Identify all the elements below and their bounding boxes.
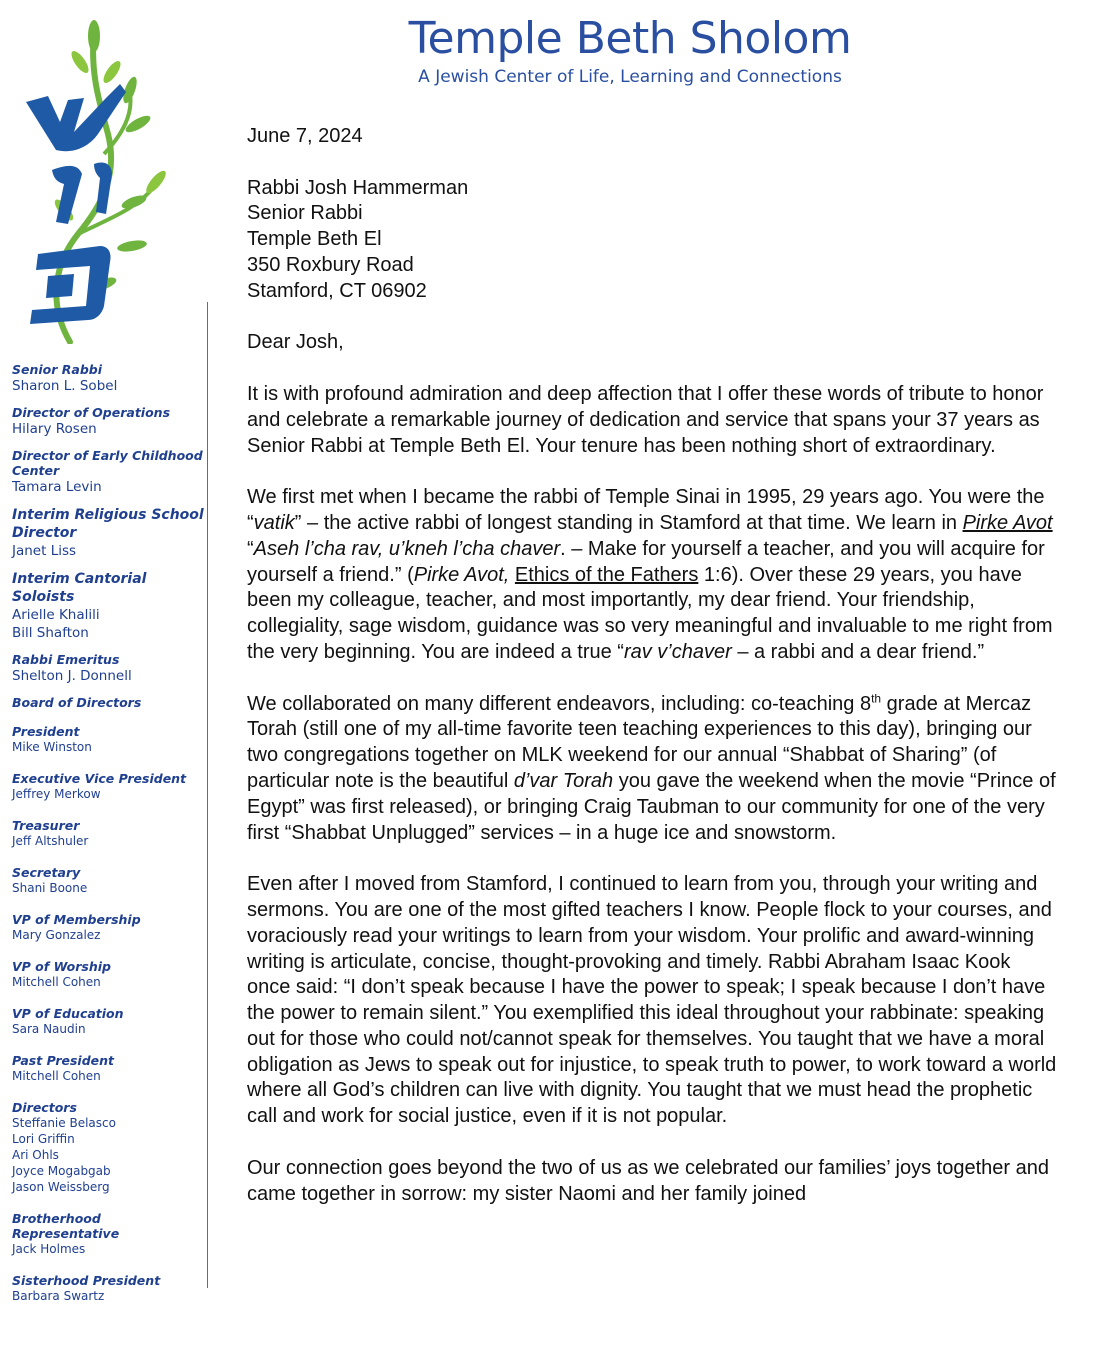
treasurer-title: Treasurer bbox=[12, 818, 80, 833]
emeritus-name: Shelton J. Donnell bbox=[12, 668, 132, 684]
cantorial-name: Arielle Khalili bbox=[12, 607, 100, 623]
text-run: . – Make for yourself a teacher, and you will acquire for yourself a friend.” ( bbox=[247, 537, 1045, 586]
director-name: Joyce Mogabgab bbox=[12, 1164, 111, 1178]
text-run: 1:6). Over these 29 years, you have been my colleague, teacher, and most importantly, my dear friend. Your friendship, collegiality, sage wisdom, guidance was so very meaningful and invaluable to me right from the very beginning. You are indeed a true “ bbox=[247, 563, 1053, 663]
religious-school-group bbox=[12, 506, 204, 560]
hebrew-letters-vine-logo-icon bbox=[8, 14, 168, 344]
emeritus-group bbox=[12, 652, 204, 685]
religious-school-name: Janet Liss bbox=[12, 543, 77, 559]
text-run: you gave the weekend when the movie “Prince of Egypt” was first released), or bringing Craig Taubman to our community for one of the very first “Shabbat Unplugged” services – in a huge ice and snowstorm. bbox=[247, 769, 1056, 844]
brotherhood-name: Jack Holmes bbox=[12, 1242, 86, 1256]
membership-title: VP of Membership bbox=[12, 912, 141, 927]
secretary-title: Secretary bbox=[12, 865, 81, 880]
evp-title: Executive Vice President bbox=[12, 771, 187, 786]
board-title: Board of Directors bbox=[12, 695, 142, 710]
italic-underlined-run: Pirke Avot bbox=[962, 511, 1053, 534]
sisterhood-title: Sisterhood President bbox=[12, 1273, 161, 1288]
recipient-address bbox=[247, 176, 1057, 305]
paragraph-3 bbox=[247, 692, 1057, 847]
paragraph-2 bbox=[247, 485, 1057, 666]
italic-run: vatik bbox=[253, 511, 295, 534]
director-name: Lori Griffin bbox=[12, 1132, 75, 1146]
directors-title: Directors bbox=[12, 1100, 77, 1115]
early-childhood-name: Tamara Levin bbox=[12, 479, 102, 495]
address-line: Temple Beth El bbox=[247, 228, 382, 251]
superscript-run: th bbox=[871, 690, 882, 705]
director-name: Steffanie Belasco bbox=[12, 1116, 116, 1130]
text-run: ” – the active rabbi of longest standing in Stamford at that time. We learn in bbox=[294, 511, 963, 534]
sisterhood-group bbox=[12, 1273, 204, 1304]
salutation: Dear Josh, bbox=[247, 331, 344, 354]
secretary-group bbox=[12, 865, 204, 896]
evp-group bbox=[12, 771, 204, 802]
president-title: President bbox=[12, 724, 80, 739]
text-run: – a rabbi and a dear friend.” bbox=[731, 640, 985, 663]
brotherhood-group bbox=[12, 1211, 204, 1257]
early-childhood-title: Director of Early Childhood Center bbox=[12, 448, 203, 478]
org-tagline: A Jewish Center of Life, Learning and Connections bbox=[418, 67, 842, 87]
cantorial-title: Interim Cantorial Soloists bbox=[12, 571, 147, 605]
sidebar-divider bbox=[207, 302, 208, 1288]
senior-rabbi-title: Senior Rabbi bbox=[12, 362, 103, 377]
sisterhood-name: Barbara Swartz bbox=[12, 1289, 105, 1303]
director-name: Jason Weissberg bbox=[12, 1180, 110, 1194]
evp-name: Jeffrey Merkow bbox=[12, 787, 101, 801]
operations-title: Director of Operations bbox=[12, 405, 171, 420]
education-group bbox=[12, 1006, 204, 1037]
education-title: VP of Education bbox=[12, 1006, 124, 1021]
religious-school-title: Interim Religious School Director bbox=[12, 507, 204, 541]
paragraph-5: Our connection goes beyond the two of us as we celebrated our families’ joys together and came together in sorrow: my sister Naomi and her family joined bbox=[247, 1156, 1049, 1205]
membership-name: Mary Gonzalez bbox=[12, 928, 101, 942]
cantorial-name: Bill Shafton bbox=[12, 625, 89, 641]
secretary-name: Shani Boone bbox=[12, 881, 88, 895]
early-childhood-group bbox=[12, 448, 204, 496]
senior-rabbi-group bbox=[12, 362, 204, 395]
address-line: 350 Roxbury Road bbox=[247, 253, 414, 276]
past-president-group bbox=[12, 1053, 204, 1084]
past-president-name: Mitchell Cohen bbox=[12, 1069, 101, 1083]
italic-run: rav v’chaver bbox=[623, 640, 732, 663]
education-name: Sara Naudin bbox=[12, 1022, 86, 1036]
senior-rabbi-name: Sharon L. Sobel bbox=[12, 378, 118, 394]
text-run: We collaborated on many different endeavors, including: co-teaching 8 bbox=[247, 692, 872, 715]
treasurer-group bbox=[12, 818, 204, 849]
paragraph-4: Even after I moved from Stamford, I continued to learn from you, through your writing and sermons. You are one of the most gifted teachers I know. People flock to your courses, and voraciously read your writings to learn from your wisdom. Your prolific and award-winning writing is articulate, concise, thought-provoking and timely. Rabbi Abraham Isaac Kook once said: “I don’t speak because I have the power to speak; I speak because I don’t have the power to remain silent.” You exemplified this ideal throughout your rabbinate: speaking out for those who could not/cannot speak for themselves. You taught that we have a moral obligation as Jews to speak out for injustice, to speak truth to power, to work toward a world where all God’s children can live with dignity. You taught that we must head the prophetic call and work for social justice, even if it is not popular. bbox=[247, 873, 1057, 1128]
directors-group bbox=[12, 1100, 204, 1195]
worship-name: Mitchell Cohen bbox=[12, 975, 101, 989]
president-name: Mike Winston bbox=[12, 740, 92, 754]
italic-run: Aseh l’cha rav, u’kneh l’cha chaver bbox=[253, 537, 561, 560]
address-line: Rabbi Josh Hammerman bbox=[247, 176, 469, 199]
president-group bbox=[12, 724, 204, 755]
emeritus-title: Rabbi Emeritus bbox=[12, 652, 120, 667]
worship-group bbox=[12, 959, 204, 990]
text-run: grade at Mercaz Torah (still one of my all-time favorite teen teaching experiences to this day), bringing our two congregations together on MLK weekend for our annual “Shabbat of Sharing” (of particular note is the beautiful bbox=[247, 692, 1032, 792]
paragraph-1: It is with profound admiration and deep affection that I offer these words of tribute to honor and celebrate a remarkable journey of dedication and service that spans your 37 years as Senior Rabbi at Temple Beth El. Your tenure has been nothing short of extraordinary. bbox=[247, 382, 1044, 457]
treasurer-name: Jeff Altshuler bbox=[12, 834, 89, 848]
letterhead bbox=[300, 10, 960, 88]
italic-run: Pirke Avot, bbox=[413, 563, 510, 586]
letter-body bbox=[247, 124, 1057, 1233]
text-run: “ bbox=[247, 537, 254, 560]
cantorial-group bbox=[12, 570, 204, 642]
brotherhood-title: Brotherhood Representative bbox=[12, 1211, 120, 1241]
operations-name: Hilary Rosen bbox=[12, 421, 97, 437]
operations-group bbox=[12, 405, 204, 438]
underlined-run: Ethics of the Fathers bbox=[514, 563, 699, 586]
staff-sidebar bbox=[12, 362, 204, 1314]
org-name: Temple Beth Sholom bbox=[408, 13, 852, 64]
board-heading-group bbox=[12, 695, 204, 710]
address-line: Stamford, CT 06902 bbox=[247, 279, 427, 302]
text-run: We first met when I became the rabbi of Temple Sinai in 1995, 29 years ago. You were the “ bbox=[247, 486, 1045, 534]
membership-group bbox=[12, 912, 204, 943]
italic-run: d’var Torah bbox=[513, 769, 614, 792]
director-name: Ari Ohls bbox=[12, 1148, 59, 1162]
worship-title: VP of Worship bbox=[12, 959, 111, 974]
address-line: Senior Rabbi bbox=[247, 202, 363, 225]
past-president-title: Past President bbox=[12, 1053, 115, 1068]
letter-date: June 7, 2024 bbox=[247, 125, 363, 147]
